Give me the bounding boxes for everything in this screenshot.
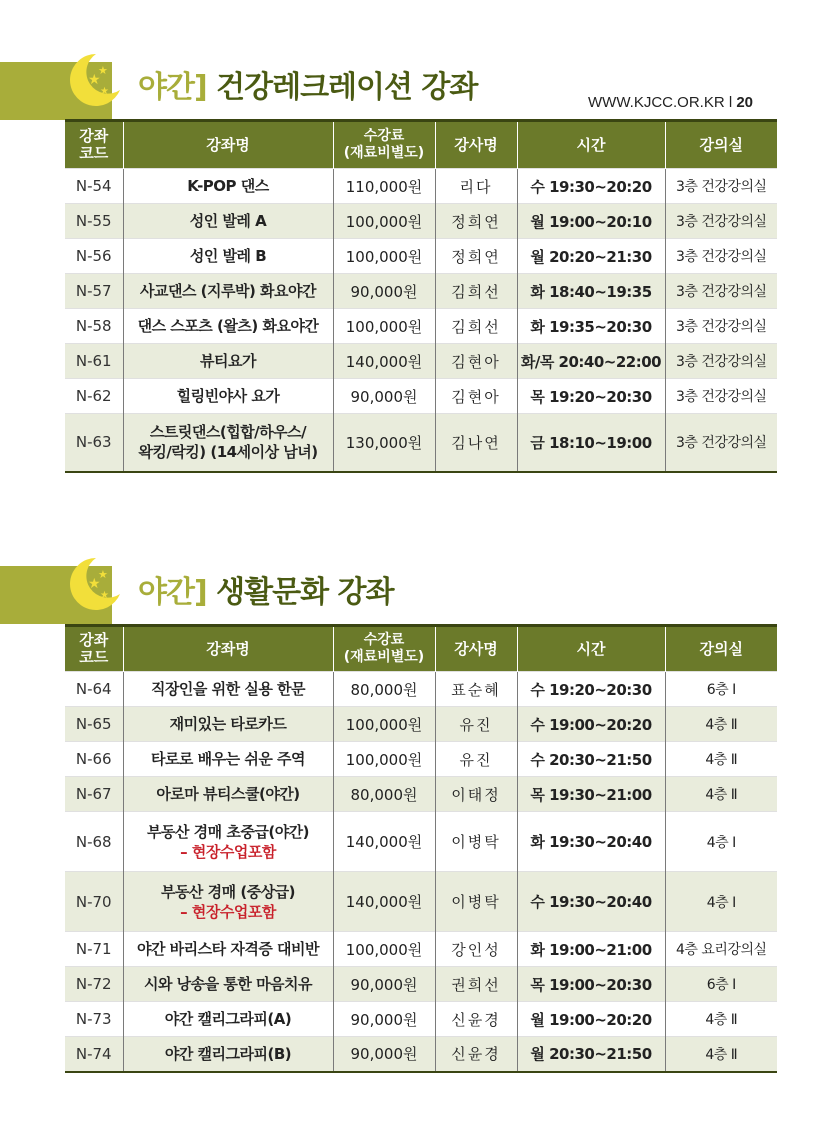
course-name: 시와 낭송을 통한 마음치유 <box>143 975 313 993</box>
table-row <box>65 1037 777 1072</box>
header-name: 강좌명 <box>123 626 333 672</box>
cell-name <box>123 1037 333 1072</box>
cell-room: 4층 Ⅱ <box>665 742 777 777</box>
cell-inst: 이병탁 <box>435 872 517 932</box>
table-row <box>65 777 777 812</box>
cell-room: 3층 건강강의실 <box>665 204 777 239</box>
cell-inst: 정희연 <box>435 239 517 274</box>
site-separator: l <box>724 94 737 111</box>
course-name: 야간 캘리그라피(A) <box>164 1010 292 1028</box>
cell-room: 4층 Ⅱ <box>665 707 777 742</box>
cell-room: 3층 건강강의실 <box>665 274 777 309</box>
cell-time: 수 19:30~20:40 <box>517 872 665 932</box>
page-number: 20 <box>736 94 754 111</box>
table-row <box>65 872 777 932</box>
table-row <box>65 379 777 414</box>
cell-fee: 100,000원 <box>333 707 435 742</box>
table-row <box>65 239 777 274</box>
schedule-table-2 <box>65 624 777 1073</box>
cell-fee: 100,000원 <box>333 204 435 239</box>
cell-name <box>123 742 333 777</box>
cell-room: 3층 건강강의실 <box>665 379 777 414</box>
svg-text:★: ★ <box>88 576 101 592</box>
cell-time: 목 19:30~21:00 <box>517 777 665 812</box>
cell-fee: 90,000원 <box>333 379 435 414</box>
svg-text:★: ★ <box>98 64 108 77</box>
cell-code: N-71 <box>65 932 123 967</box>
cell-time: 월 19:00~20:20 <box>517 1002 665 1037</box>
header-room: 강의실 <box>665 626 777 672</box>
course-name: 타로로 배우는 쉬운 주역 <box>150 750 306 768</box>
header-inst: 강사명 <box>435 626 517 672</box>
cell-time: 화 19:00~21:00 <box>517 932 665 967</box>
cell-inst: 김희선 <box>435 274 517 309</box>
header-time: 시간 <box>517 121 665 169</box>
course-name: 힐링빈야사 요가 <box>176 387 280 405</box>
course-note: – 현장수업포함 <box>180 902 276 921</box>
cell-code: N-58 <box>65 309 123 344</box>
cell-inst: 강인성 <box>435 932 517 967</box>
section-title <box>138 62 477 106</box>
cell-code: N-68 <box>65 812 123 872</box>
cell-inst: 김현아 <box>435 344 517 379</box>
cell-inst: 이병탁 <box>435 812 517 872</box>
section-title-text: 생활문화 강좌 <box>216 575 394 610</box>
course-name: 성인 발레 A <box>189 212 267 230</box>
cell-inst: 김나연 <box>435 414 517 472</box>
course-name: 재미있는 타로카드 <box>169 715 287 733</box>
course-name: 스트릿댄스(힙합/하우스/ 왁킹/락킹) (14세이상 남녀) <box>138 423 318 462</box>
cell-fee: 100,000원 <box>333 742 435 777</box>
cell-room: 3층 건강강의실 <box>665 239 777 274</box>
header-inst: 강사명 <box>435 121 517 169</box>
cell-name <box>123 309 333 344</box>
cell-name <box>123 169 333 204</box>
cell-fee: 110,000원 <box>333 169 435 204</box>
cell-time: 화 19:35~20:30 <box>517 309 665 344</box>
cell-inst: 권희선 <box>435 967 517 1002</box>
cell-fee: 100,000원 <box>333 932 435 967</box>
cell-name <box>123 872 333 932</box>
cell-room: 4층 요리강의실 <box>665 932 777 967</box>
cell-inst: 신윤경 <box>435 1037 517 1072</box>
course-note: – 현장수업포함 <box>180 842 276 861</box>
course-name: 아로마 뷰티스쿨(야간) <box>156 785 300 803</box>
cell-fee: 80,000원 <box>333 777 435 812</box>
cell-room: 3층 건강강의실 <box>665 169 777 204</box>
svg-text:★: ★ <box>100 590 109 601</box>
section-title <box>138 567 393 611</box>
cell-fee: 90,000원 <box>333 1002 435 1037</box>
cell-time: 월 20:30~21:50 <box>517 1037 665 1072</box>
cell-name <box>123 812 333 872</box>
table-row <box>65 812 777 872</box>
cell-fee: 130,000원 <box>333 414 435 472</box>
cell-inst: 유진 <box>435 742 517 777</box>
cell-code: N-72 <box>65 967 123 1002</box>
svg-text:★: ★ <box>88 72 101 88</box>
site-footer <box>588 94 753 111</box>
course-name: 사교댄스 (지루박) 화요야간 <box>139 282 317 300</box>
cell-time: 화/목 20:40~22:00 <box>517 344 665 379</box>
cell-name <box>123 344 333 379</box>
table-row <box>65 414 777 472</box>
cell-name <box>123 239 333 274</box>
header-code: 강좌 코드 <box>65 121 123 169</box>
header-fee: 수강료 (재료비별도) <box>333 626 435 672</box>
cell-code: N-67 <box>65 777 123 812</box>
cell-fee: 90,000원 <box>333 967 435 1002</box>
section-prefix: 야간] <box>138 70 207 105</box>
cell-time: 월 19:00~20:10 <box>517 204 665 239</box>
cell-room: 6층 Ⅰ <box>665 672 777 707</box>
cell-code: N-65 <box>65 707 123 742</box>
table-row <box>65 204 777 239</box>
table-row <box>65 742 777 777</box>
header-code: 강좌 코드 <box>65 626 123 672</box>
header-room: 강의실 <box>665 121 777 169</box>
cell-code: N-66 <box>65 742 123 777</box>
cell-code: N-56 <box>65 239 123 274</box>
cell-room: 4층 Ⅱ <box>665 777 777 812</box>
cell-code: N-62 <box>65 379 123 414</box>
table-row <box>65 309 777 344</box>
cell-room: 3층 건강강의실 <box>665 414 777 472</box>
svg-text:★: ★ <box>98 568 108 581</box>
schedule-table-1 <box>65 119 777 473</box>
table-row <box>65 707 777 742</box>
table-row <box>65 344 777 379</box>
cell-inst: 리다 <box>435 169 517 204</box>
cell-fee: 100,000원 <box>333 309 435 344</box>
cell-room: 3층 건강강의실 <box>665 344 777 379</box>
cell-code: N-54 <box>65 169 123 204</box>
cell-code: N-63 <box>65 414 123 472</box>
cell-time: 수 20:30~21:50 <box>517 742 665 777</box>
header-time: 시간 <box>517 626 665 672</box>
cell-time: 수 19:30~20:20 <box>517 169 665 204</box>
header-row <box>65 121 777 169</box>
cell-time: 월 20:20~21:30 <box>517 239 665 274</box>
cell-inst: 김희선 <box>435 309 517 344</box>
cell-fee: 140,000원 <box>333 872 435 932</box>
section-title-text: 건강레크레이션 강좌 <box>216 70 478 105</box>
cell-room: 4층 Ⅱ <box>665 1037 777 1072</box>
course-name: 야간 캘리그라피(B) <box>164 1044 292 1063</box>
table-row <box>65 967 777 1002</box>
header-row <box>65 626 777 672</box>
cell-fee: 140,000원 <box>333 344 435 379</box>
cell-name <box>123 379 333 414</box>
cell-name <box>123 932 333 967</box>
course-name: 야간 바리스타 자격증 대비반 <box>136 940 320 958</box>
cell-name <box>123 672 333 707</box>
cell-time: 화 18:40~19:35 <box>517 274 665 309</box>
header-name: 강좌명 <box>123 121 333 169</box>
cell-fee: 140,000원 <box>333 812 435 872</box>
cell-code: N-64 <box>65 672 123 707</box>
cell-inst: 이태정 <box>435 777 517 812</box>
svg-text:★: ★ <box>100 86 109 97</box>
course-name: 뷰티요가 <box>200 352 256 370</box>
crescent-moon-icon <box>62 50 122 110</box>
header-fee: 수강료 (재료비별도) <box>333 121 435 169</box>
crescent-moon-icon <box>62 554 122 614</box>
cell-room: 4층 Ⅰ <box>665 872 777 932</box>
cell-time: 수 19:00~20:20 <box>517 707 665 742</box>
cell-code: N-55 <box>65 204 123 239</box>
cell-name <box>123 707 333 742</box>
course-name: 성인 발레 B <box>189 247 267 265</box>
cell-room: 6층 Ⅰ <box>665 967 777 1002</box>
table-row <box>65 672 777 707</box>
cell-name <box>123 204 333 239</box>
cell-code: N-57 <box>65 274 123 309</box>
cell-fee: 90,000원 <box>333 274 435 309</box>
cell-fee: 80,000원 <box>333 672 435 707</box>
course-name: K-POP 댄스 <box>187 177 269 195</box>
table-row <box>65 169 777 204</box>
cell-inst: 정희연 <box>435 204 517 239</box>
cell-time: 금 18:10~19:00 <box>517 414 665 472</box>
course-name: 댄스 스포츠 (왈츠) 화요야간 <box>137 317 319 335</box>
cell-code: N-73 <box>65 1002 123 1037</box>
cell-name <box>123 274 333 309</box>
course-name: 직장인을 위한 실용 한문 <box>150 680 306 698</box>
course-name: 부동산 경매 (중상급) <box>160 882 296 901</box>
cell-inst: 김현아 <box>435 379 517 414</box>
cell-code: N-70 <box>65 872 123 932</box>
cell-room: 3층 건강강의실 <box>665 309 777 344</box>
cell-name <box>123 414 333 472</box>
cell-code: N-74 <box>65 1037 123 1072</box>
cell-time: 목 19:20~20:30 <box>517 379 665 414</box>
cell-inst: 표순혜 <box>435 672 517 707</box>
cell-name <box>123 967 333 1002</box>
cell-name <box>123 777 333 812</box>
cell-time: 목 19:00~20:30 <box>517 967 665 1002</box>
cell-room: 4층 Ⅱ <box>665 1002 777 1037</box>
section-prefix: 야간] <box>138 575 207 610</box>
table-row <box>65 274 777 309</box>
cell-fee: 90,000원 <box>333 1037 435 1072</box>
course-name: 부동산 경매 초중급(야간) <box>146 822 310 841</box>
cell-code: N-61 <box>65 344 123 379</box>
cell-fee: 100,000원 <box>333 239 435 274</box>
cell-time: 수 19:20~20:30 <box>517 672 665 707</box>
cell-room: 4층 Ⅰ <box>665 812 777 872</box>
cell-name <box>123 1002 333 1037</box>
cell-inst: 신윤경 <box>435 1002 517 1037</box>
cell-inst: 유진 <box>435 707 517 742</box>
site-url: WWW.KJCC.OR.KR <box>588 94 725 111</box>
table-row <box>65 932 777 967</box>
table-row <box>65 1002 777 1037</box>
cell-time: 화 19:30~20:40 <box>517 812 665 872</box>
